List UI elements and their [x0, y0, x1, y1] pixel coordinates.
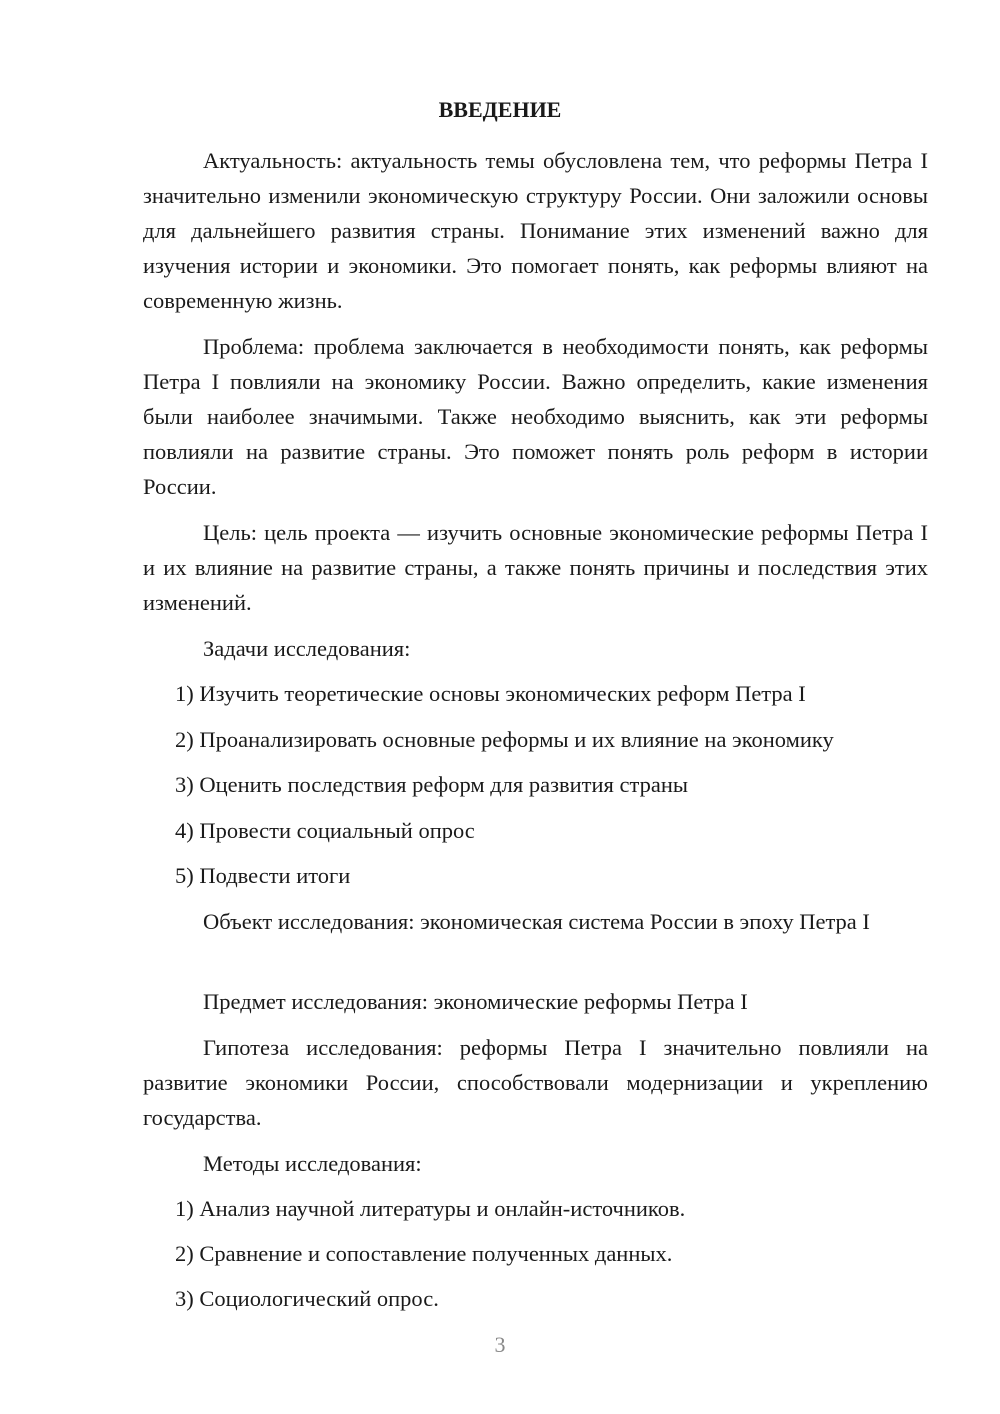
method-item: 3) Социологический опрос.: [175, 1286, 439, 1311]
methods-label: Методы исследования:: [203, 1151, 422, 1176]
task-item: 1) Изучить теоретические основы экономических реформ Петра I: [175, 681, 806, 706]
page-title: ВВЕДЕНИЕ: [438, 97, 562, 122]
method-item: 2) Сравнение и сопоставление полученных данных.: [175, 1241, 673, 1266]
problem-paragraph: Проблема: проблема заключается в необходимости понять, как реформы Петра I повлияли на экономику России. Важно определить, какие изменения были наиболее значимыми. Также необходимо выяснить, как эти реформы повлияли на развитие страны. Это поможет понять роль реформ в истории России.: [143, 334, 928, 499]
page-number: 3: [494, 1332, 506, 1357]
tasks-label: Задачи исследования:: [203, 636, 411, 661]
task-item: 5) Подвести итоги: [175, 863, 351, 888]
relevance-paragraph: Актуальность: актуальность темы обусловлена тем, что реформы Петра I значительно изменили экономическую структуру России. Они заложили основы для дальнейшего развития страны. Понимание этих изменений важно для изучения истории и экономики. Это помогает понять, как реформы влияют на современную жизнь.: [143, 148, 928, 313]
method-item: 1) Анализ научной литературы и онлайн-источников.: [175, 1196, 686, 1221]
hypothesis-paragraph: Гипотеза исследования: реформы Петра I значительно повлияли на развитие экономики России, способствовали модернизации и укреплению государства.: [143, 1035, 928, 1130]
goal-paragraph: Цель: цель проекта — изучить основные экономические реформы Петра I и их влияние на развитие страны, а также понять причины и последствия этих изменений.: [143, 520, 928, 615]
subject-paragraph: Предмет исследования: экономические реформы Петра I: [203, 989, 748, 1014]
task-item: 3) Оценить последствия реформ для развития страны: [175, 772, 688, 797]
task-item: 2) Проанализировать основные реформы и их влияние на экономику: [175, 727, 834, 752]
object-paragraph: Объект исследования: экономическая система России в эпоху Петра I: [203, 909, 870, 934]
task-item: 4) Провести социальный опрос: [175, 818, 475, 843]
